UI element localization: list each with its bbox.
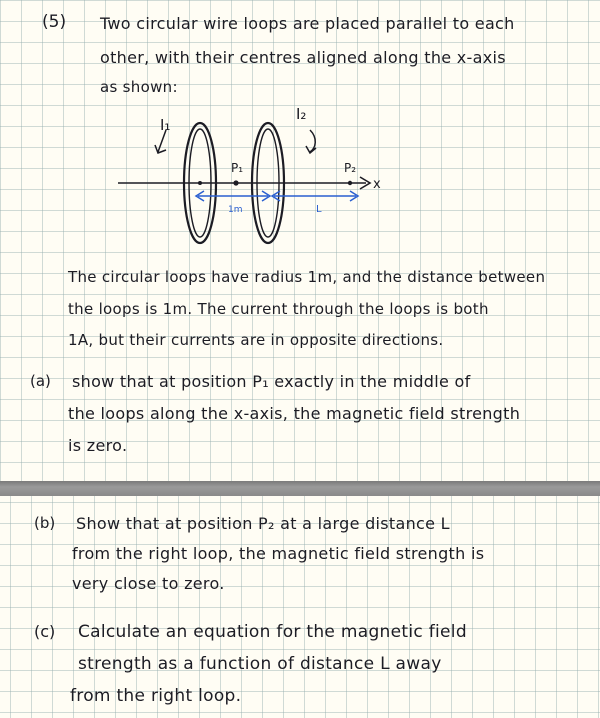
point-p1-dot [233, 180, 238, 185]
part-c-label: (c) [34, 622, 56, 641]
label-current-left: I₁ [160, 116, 171, 134]
question-number: (5) [42, 12, 67, 32]
part-c-line: Calculate an equation for the magnetic field [78, 622, 467, 642]
description-line: The circular loops have radius 1m, and the distance between [68, 268, 546, 286]
notebook-page-bottom [0, 496, 600, 718]
label-p2: P₂ [344, 161, 357, 175]
description-line: the loops is 1m. The current through the loops is both [68, 300, 489, 318]
part-a-label: (a) [30, 372, 51, 390]
part-b-line: from the right loop, the magnetic field strength is [72, 544, 485, 563]
part-b-line: very close to zero. [72, 574, 225, 593]
intro-line: as shown: [100, 78, 178, 96]
part-b-line: Show that at position P₂ at a large distance L [76, 514, 450, 533]
part-c-line: strength as a function of distance L away [78, 654, 442, 674]
description-line: 1A, but their currents are in opposite directions. [68, 331, 444, 349]
point-p2-dot [348, 181, 352, 185]
intro-line: other, with their centres aligned along the x-axis [100, 48, 506, 67]
label-x-axis: x [373, 177, 381, 192]
loops-diagram [0, 0, 600, 260]
part-a-line: show that at position P₁ exactly in the middle of [72, 372, 471, 391]
page-separator [0, 481, 600, 496]
part-a-line: is zero. [68, 436, 128, 455]
part-a-line: the loops along the x-axis, the magnetic field strength [68, 404, 521, 423]
label-distance: L [316, 204, 322, 215]
intro-line: Two circular wire loops are placed parallel to each [100, 14, 515, 33]
label-current-right: I₂ [296, 105, 307, 123]
part-c-line: from the right loop. [70, 686, 242, 706]
part-b-label: (b) [34, 514, 56, 532]
current-arrow-right [306, 130, 316, 153]
label-spacing: 1m [228, 205, 243, 215]
label-p1: P₁ [231, 161, 244, 175]
